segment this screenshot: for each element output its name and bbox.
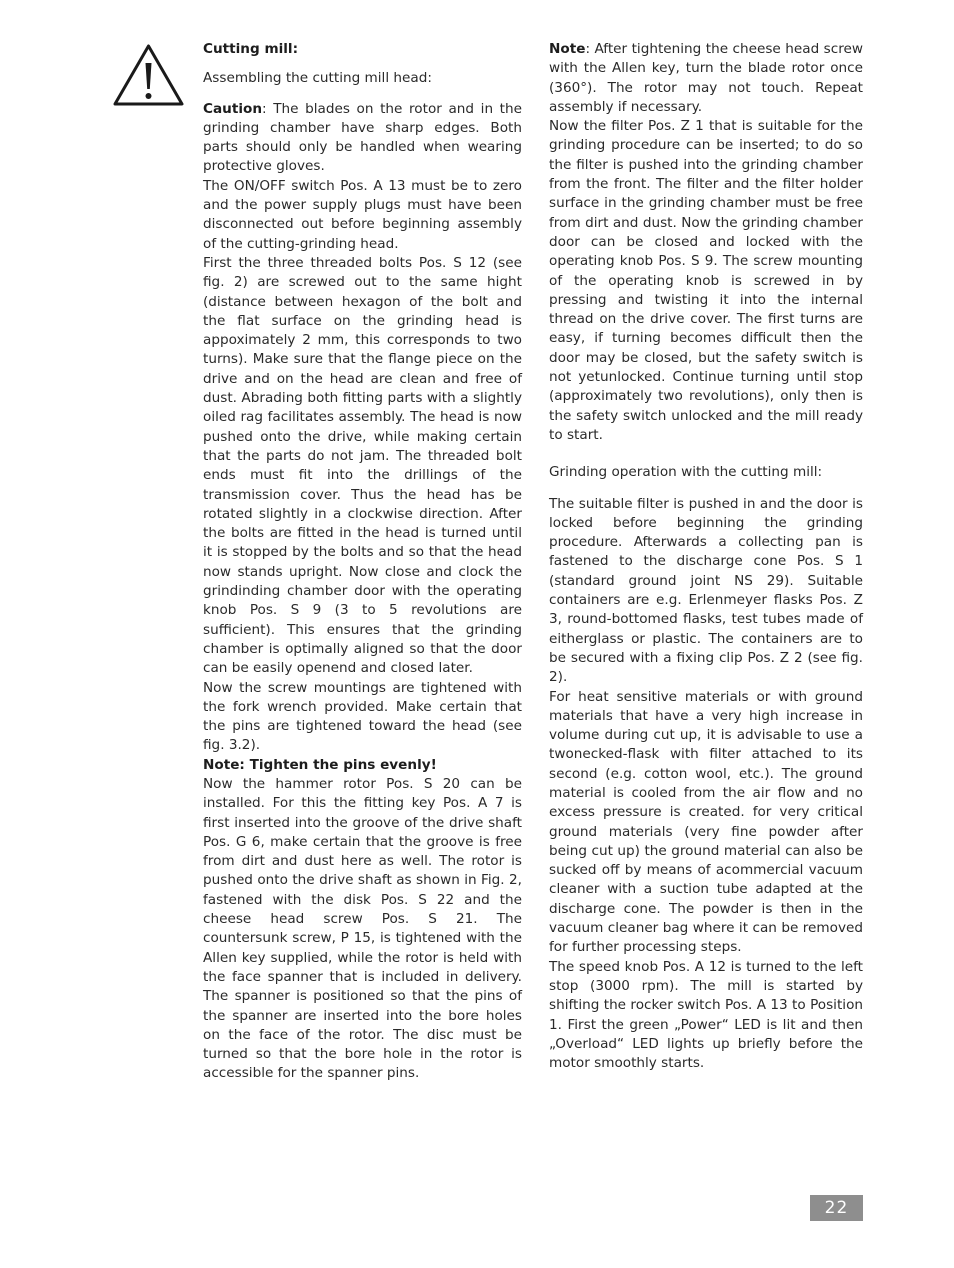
heat-sensitive-paragraph: For heat sensitive materials or with ground materials that have a very high increase in volume during cut up, it is advisable to use a twonecked-flask with filter attached to its second (e.g. cotton wool, etc.). The ground material is cooled from the air flow and no excess pressure is created. for very critical ground materials (very fine powder after being cut up) the ground material can also be sucked off by means of acommercial vacuum cleaner with a suction tube adapted at the discharge cone. The powder is then in the vacuum cleaner bag where it can be removed for further processing steps.	[549, 688, 863, 956]
bolts-paragraph: First the three threaded bolts Pos. S 12 (see fig. 2) are screwed out to the same hight (distance between hexagon of the bolt and the flat surface on the grinding head is appoximately 2 mm, this corresponds to two turns). Make sure that the flange piece on the drive and on the head are clean and free of dust. Abrading both fitting parts with a slightly oiled rag facilitates assembly. The head is now pushed onto the drive, while making certain that the parts do not jam. The threaded bolt ends must fit into the drillings of the transmission cover. Thus the head has be rotated slightly in a clockwise direction. After the bolts are fitted in the head is turned until it is stopped by the bolts and so that the head now stands upright. Now close and clock the grindinding chamber door with the operating knob Pos. S 9 (3 to 5 revolutions are sufficient). This ensures that the grinding chamber is optimally aligned so that the door can be easily openend and closed later.	[203, 254, 522, 677]
rotor-paragraph: Now the hammer rotor Pos. S 20 can be installed. For this the fitting key Pos. A 7 is first inserted into the groove of the drive shaft Pos. G 6, make certain that the groove is free from dirt and dust here as well. The rotor is pushed onto the drive shaft as shown in Fig. 2, fastened with the disk Pos. S 22 and the cheese head screw Pos. S 21. The countersunk screw, P 15, is tightened with the Allen key supplied, while the rotor is held with the face spanner that is included in delivery. The spanner is positioned so that the pins of the spanner are inserted into the bore holes on the face of the rotor. The disc must be turned so that the bore hole in the rotor is accessible for the spanner pins.	[203, 775, 522, 1082]
note-label: Note	[549, 41, 586, 57]
caution-label: Caution	[203, 100, 263, 117]
note-text: : After tightening the cheese head screw with the Allen key, turn the blade rotor once (360°). The rotor may not touch. Repeat assembly if necessary.	[549, 41, 863, 115]
screws-paragraph: Now the screw mountings are tightened with the fork wrench provided. Make certain that the pins are tightened toward the head (see fig. 3.2).	[203, 679, 522, 754]
speed-knob-paragraph: The speed knob Pos. A 12 is turned to the left stop (3000 rpm). The mill is started by shifting the rocker switch Pos. A 13 to Position 1. First the green „Power“ LED is lit and then „Overload“ LED lights up briefly before the motor smoothly starts.	[549, 958, 863, 1072]
page-number: 22	[810, 1195, 863, 1221]
caution-text: : The blades on the rotor and in the grinding chamber have sharp edges. Both parts should only be handled when wearing protective gloves.	[203, 100, 522, 175]
right-column	[549, 40, 863, 1073]
caution-paragraph	[203, 100, 522, 177]
left-column	[203, 40, 522, 1084]
section-heading-grinding-operation: Grinding operation with the cutting mill:	[549, 464, 823, 481]
note-tighten-pins: Note: Tighten the pins evenly!	[203, 756, 437, 773]
filter-paragraph: Now the filter Pos. Z 1 that is suitable for the grinding procedure can be inserted; to do so the filter is pushed into the grinding chamber from the front. The filter and the filter holder surface in the grinding chamber must be free from dirt and dust. Now the grinding chamber door can be closed and locked with the operating knob Pos. S 9. The screw mounting of the operating knob is screwed in by pressing and twisting it into the internal thread on the drive cover. The first turns are easy, if turning becomes difficult then the door may be closed, but the safety switch is not yetunlocked. Continue turning until stop (approximately two revolutions), only then is the safety switch unlocked and the mill ready to start.	[549, 118, 863, 443]
note-paragraph	[549, 40, 863, 117]
warning-triangle-icon	[112, 43, 185, 107]
section-heading-cutting-mill: Cutting mill:	[203, 41, 299, 57]
switch-paragraph: The ON/OFF switch Pos. A 13 must be to zero and the power supply plugs must have been disconnected out before beginning assembly of the cutting-grinding head.	[203, 177, 522, 252]
subheading-assembling: Assembling the cutting mill head:	[203, 70, 432, 87]
collecting-pan-paragraph: The suitable filter is pushed in and the door is locked before beginning the grinding procedure. Afterwards a collecting pan is fastened to the discharge cone Pos. S 1 (standard ground joint NS 29). Suitable containers are e.g. Erlenmeyer flasks Pos. Z 3, round-bottomed flasks, test tubes made of eitherglass or plastic. The containers are to be secured with a fixing clip Pos. Z 2 (see fig. 2).	[549, 495, 863, 686]
